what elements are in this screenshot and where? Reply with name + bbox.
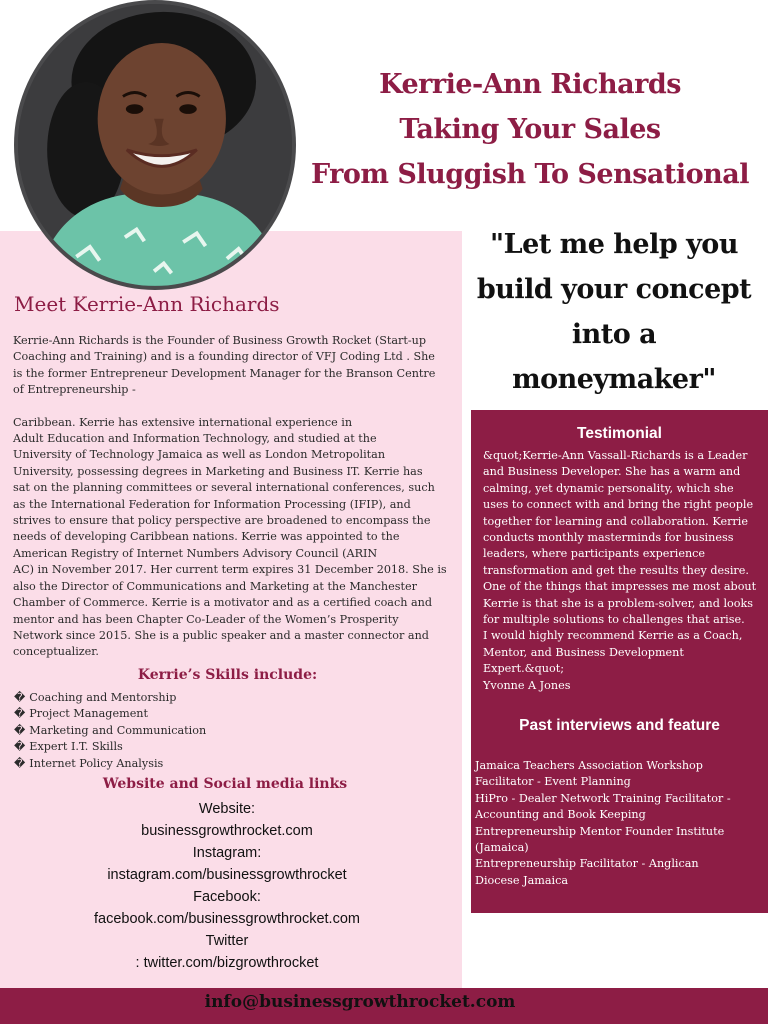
- quote-line-4: moneymaker": [512, 364, 716, 395]
- skill-item: � Internet Policy Analysis: [14, 756, 206, 772]
- bio-text: [13, 333, 453, 661]
- footer-bar: [0, 988, 768, 1024]
- headline-line-2: Taking Your Sales: [399, 114, 661, 145]
- profile-photo: [14, 0, 296, 290]
- headline: [300, 62, 760, 197]
- quote-line-1: "Let me help you: [490, 229, 738, 260]
- testimonial-panel: [471, 410, 768, 913]
- quote: [466, 222, 762, 402]
- skills-title: Kerrie’s Skills include:: [137, 667, 318, 683]
- skill-item: � Project Management: [14, 706, 206, 722]
- twitter-label: Twitter: [205, 933, 249, 949]
- past-interviews-title: Past interviews and feature: [519, 717, 720, 734]
- skills-list: [14, 690, 206, 772]
- bio-paragraph-2: Caribbean. Kerrie has extensive international experience in Adult Education and Information Technology, and studied at the University of Technology Jamaica as well as London Metropolitan University, possessing degrees in Marketing and Business IT. Kerrie has sat on the planning committees or several international conferences, such as the International Federation for Information Processing (IFIP), and strives to ensure that policy perspective are broadened to encompass the needs of developing Caribbean nations. Kerrie was appointed to the American Registry of Internet Numbers Advisory Council (ARIN AC) in November 2017. Her current term expires 31 December 2018. She is also the Director of Communications and Marketing at the Manchester Chamber of Commerce. Kerrie is a motivator and as a certified coach and mentor and has been Chapter Co-Leader of the Women’s Prosperity Network since 2015. She is a public speaker and a master connector and conceptualizer.: [13, 415, 447, 659]
- testimonial-body: &quot;Kerrie-Ann Vassall-Richards is a Leader and Business Developer. She has a warm and calming, yet dynamic personality, which she uses to connect with and bring the right people together for learning and collaboration. Kerrie conducts monthly masterminds for business leaders, where participants experience transformation and get the results they desire. One of the things that impresses me most about Kerrie is that she is a problem-solver, and looks for multiple solutions to challenges that arise. I would highly recommend Kerrie as a Coach, Mentor, and Business Development Expert.&quot; Yvonne A Jones: [483, 449, 757, 692]
- twitter-link[interactable]: : twitter.com/bizgrowthrocket: [135, 955, 319, 971]
- facebook-link[interactable]: facebook.com/businessgrowthrocket.com: [94, 911, 360, 927]
- instagram-link[interactable]: instagram.com/businessgrowthrocket: [107, 867, 347, 883]
- headline-line-3: From Sluggish To Sensational: [310, 159, 750, 190]
- skill-item: � Coaching and Mentorship: [14, 690, 206, 706]
- website-link[interactable]: businessgrowthrocket.com: [141, 823, 313, 839]
- quote-line-2: build your concept: [476, 274, 752, 305]
- past-interviews-body: Jamaica Teachers Association Workshop Facilitator - Event Planning HiPro - Dealer Network Training Facilitator - Accounting and Book Keeping Entrepreneurship Mentor Founder Institute (Jamaica) Entrepreneurship Facilitator - Anglican Diocese Jamaica: [475, 759, 731, 887]
- headline-name: Kerrie-Ann Richards: [379, 69, 681, 100]
- skill-item: � Marketing and Communication: [14, 723, 206, 739]
- instagram-label: Instagram:: [192, 845, 262, 861]
- links-title: Website and Social media links: [102, 776, 348, 792]
- portrait-illustration: [18, 4, 292, 286]
- testimonial-title: Testimonial: [577, 425, 662, 442]
- social-links: [0, 798, 454, 974]
- website-label: Website:: [198, 801, 256, 817]
- bio-paragraph-1: Kerrie-Ann Richards is the Founder of Business Growth Rocket (Start-up Coaching and Training) and is a founding director of VFJ Coding Ltd . She is the former Entrepreneur Development Manager for the Branson Centre of Entrepreneurship -: [13, 334, 436, 397]
- skill-item: � Expert I.T. Skills: [14, 739, 206, 755]
- facebook-label: Facebook:: [193, 889, 261, 905]
- meet-title: Meet Kerrie-Ann Richards: [14, 292, 280, 316]
- footer-email-link[interactable]: info@businessgrowthrocket.com: [204, 992, 516, 1012]
- quote-line-3: into a: [571, 319, 657, 350]
